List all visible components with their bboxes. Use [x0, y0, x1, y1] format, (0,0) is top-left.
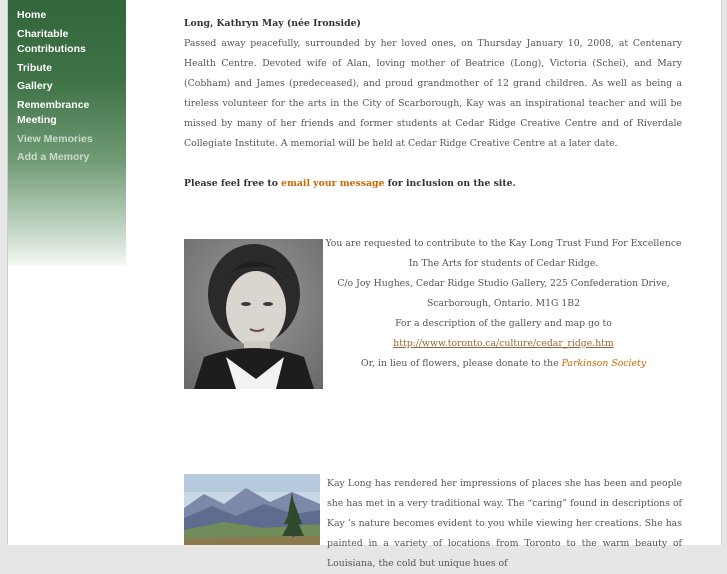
feedback-line	[184, 174, 682, 194]
obituary-text: Passed away peacefully, surrounded by her loved ones, on Thursday January 10, 2008, at Centenary Health Centre. Devoted wife of Alan, loving mother of Beatrice (Long), Victoria (Schei), and Mary (Cobham) and James (predeceased), and proud grandmother of 12 grand children. As well as being a tireless volunteer for the arts in the City of Scarborough, Kay was an inspirational teacher and will be missed by many of her friends and former students at Cedar Ridge Creative Centre and of Riverdale Collegiate Institute. A memorial will be held at Cedar Ridge Creative Centre at a later date.	[184, 38, 682, 149]
artist-description: Kay Long has rendered her impressions of places she has been and people she has met in a very traditional way. The “caring” found in descriptions of Kay ’s nature becomes evident to you while viewing her creations. She has painted in a variety of locations from Toronto to the warm beauty of Louisiana, the cold but unique hues of	[327, 478, 682, 569]
nav-view-memories[interactable]: View Memories	[17, 132, 93, 145]
nav-gallery[interactable]: Gallery	[17, 80, 53, 92]
main-content	[184, 0, 682, 569]
parkinson-society-link[interactable]: Parkinson Society	[561, 358, 646, 369]
cedar-ridge-url-link[interactable]: http://www.toronto.ca/culture/cedar_ridge.htm	[393, 338, 614, 349]
fund-line-1: You are requested to contribute to the Kay Long Trust Fund For Excellence In The Arts for students of Cedar Ridge.	[325, 238, 682, 269]
flowers-prefix: Or, in lieu of flowers, please donate to the	[361, 358, 562, 369]
page	[7, 0, 722, 569]
portrait-photo	[184, 239, 323, 389]
nav-tribute[interactable]: Tribute	[17, 61, 53, 74]
nav-charitable-contributions[interactable]: Charitable Contributions	[17, 27, 86, 55]
email-message-link[interactable]: email your message	[281, 178, 385, 189]
feedback-suffix: for inclusion on the site.	[384, 178, 516, 189]
fund-line-2: C/o Joy Hughes, Cedar Ridge Studio Gallery, 225 Confederation Drive, Scarborough, Ontario. M1G 1B2	[337, 278, 670, 309]
nav-add-a-memory[interactable]: Add a Memory	[17, 151, 90, 163]
landscape-painting	[184, 474, 320, 545]
nav-remembrance-meeting[interactable]: Remembrance Meeting	[17, 98, 90, 126]
feedback-prefix: Please feel free to	[184, 178, 282, 189]
sidebar-nav	[8, 0, 126, 265]
fund-line-3: For a description of the gallery and map go to	[395, 318, 612, 329]
fund-info	[325, 234, 682, 374]
obituary-name: Long, Kathryn May (née Ironside)	[184, 18, 361, 29]
nav-home[interactable]: Home	[17, 9, 47, 21]
